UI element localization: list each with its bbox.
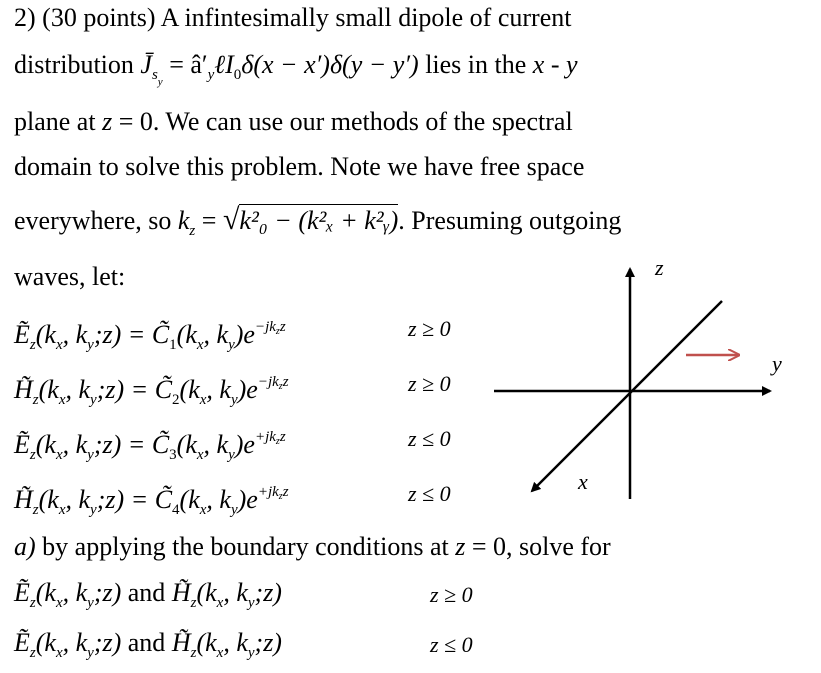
subscript: 1 <box>169 337 177 353</box>
field-symbol: H̃ <box>14 485 33 514</box>
text-segment: = <box>195 206 223 235</box>
text-segment: z <box>455 532 466 561</box>
text-segment: and <box>121 578 172 607</box>
subscript: z <box>32 392 39 408</box>
subscript: 4 <box>172 502 180 518</box>
exponent: +jk <box>254 429 276 445</box>
current-density-symbol: J̄ <box>140 50 152 79</box>
x-axis-label: x <box>578 469 588 494</box>
equation-4: $H̃_z(k_x$, $k_y;z$) = $C̃_4(k_x$, $k_y)e^{+jk_zz}$ <box>14 484 289 518</box>
condition-1: z ≥ 0 <box>408 316 451 341</box>
equation-2: $H̃_z(k_x$, $k_y;z$) = $C̃_2(k_x$, $k_y)e^{-jk_zz}$ <box>14 374 289 408</box>
coefficient-symbol: C̃ <box>154 375 173 404</box>
field-symbol: Ẽ <box>14 320 30 349</box>
text-segment: and <box>121 628 172 657</box>
delta-functions: δ(x − x′)δ(y − y′) <box>241 50 419 79</box>
exponent: +jk <box>257 484 279 500</box>
text-segment: distribution <box>14 50 141 79</box>
subscript: 3 <box>169 447 177 463</box>
text-segment: ℓI <box>214 50 234 79</box>
solve-cond-1: z ≥ 0 <box>430 582 473 607</box>
part-label: a) <box>14 532 36 561</box>
z-axis-label: z <box>655 255 664 280</box>
text-segment: everywhere, so <box>14 206 178 235</box>
problem-line-6: waves, let: <box>14 262 126 291</box>
exponent: −jk <box>257 374 279 390</box>
coefficient-symbol: C̃ <box>154 485 173 514</box>
coefficient-symbol: C̃ <box>151 320 170 349</box>
y-axis-label: y <box>772 351 782 376</box>
condition-2: z ≥ 0 <box>408 371 451 396</box>
subscript: s <box>151 67 158 83</box>
field-symbol: H̃ <box>14 375 33 404</box>
subscript: y <box>207 67 215 83</box>
sqrt-argument: k²₀ − (k²ₓ + k²ᵧ) <box>239 206 399 235</box>
text-segment: by applying the boundary conditions at <box>35 532 456 561</box>
text-segment: . Presuming outgoing <box>398 206 622 235</box>
problem-line-2 <box>14 50 578 97</box>
condition-4: z ≤ 0 <box>408 481 451 506</box>
exponent: −jk <box>254 319 276 335</box>
sqrt-symbol: √ <box>222 203 240 236</box>
coefficient-symbol: C̃ <box>151 430 170 459</box>
solve-for-line-1: $Ẽ_z(k_x$, $k_y;z$) and $H̃_z(k_x$, $k_y;z$) <box>14 578 282 611</box>
equation-3: $Ẽ_z(k_x$, $k_y;z$) = $C̃_3(k_x$, $k_y)e^{+jk_zz}$ <box>14 429 286 463</box>
problem-line-5 <box>14 205 621 246</box>
subscript: z <box>32 502 39 518</box>
condition-3: z ≤ 0 <box>408 426 451 451</box>
equation-1: $Ẽ_z(k_x$, $k_y;z$) = $C̃_1(k_x$, $k_y)e^{-jk_zz}$ <box>14 319 286 353</box>
part-a-line <box>14 532 611 562</box>
text-segment: plane at <box>14 107 103 136</box>
text-segment: = â′ <box>162 50 208 79</box>
problem-header: 2) (30 points) A infintesimally small dipole of current <box>14 3 572 32</box>
text-segment: = 0. We can use our methods of the spectral <box>112 107 573 136</box>
text-segment: z <box>102 107 113 136</box>
problem-line-4: domain to solve this problem. Note we have free space <box>14 152 585 181</box>
subscript: z <box>29 337 36 353</box>
subscript: z <box>29 447 36 463</box>
coordinate-axes-diagram <box>480 255 800 505</box>
subscript: y <box>157 76 163 88</box>
text-segment: k <box>177 206 190 235</box>
subscript: 2 <box>172 392 180 408</box>
problem-line-3 <box>14 107 573 137</box>
solve-cond-2: z ≤ 0 <box>430 632 473 657</box>
x-axis <box>532 301 722 491</box>
solve-for-line-2: $Ẽ_z(k_x$, $k_y;z$) and $H̃_z(k_x$, $k_y;z$) <box>14 628 282 661</box>
field-symbol: Ẽ <box>14 430 30 459</box>
subscript: 0 <box>233 67 242 83</box>
text-segment: lies in the <box>418 50 533 79</box>
subscript: z <box>189 223 196 239</box>
text-segment: = 0, solve for <box>465 532 611 561</box>
plane-label: x - y <box>532 50 578 79</box>
